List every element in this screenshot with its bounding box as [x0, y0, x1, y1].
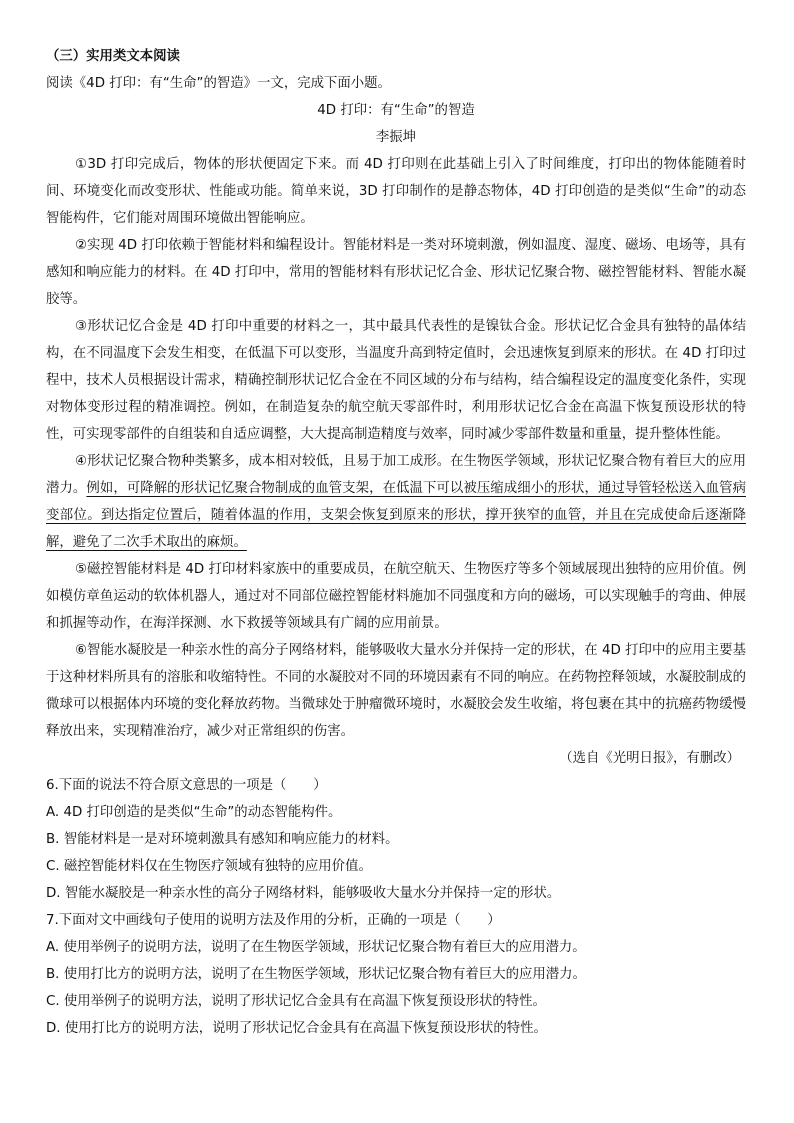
- paragraph-4: [46, 448, 746, 556]
- question-7-stem: 7.下面对文中画线句子使用的说明方法及作用的分析，正确的一项是（ ）: [46, 913, 501, 928]
- question-7-option-b: B. 使用打比方的说明方法，说明了在生物医学领域，形状记忆聚合物有着巨大的应用潜力。: [46, 967, 586, 982]
- section-title: （三）实用类文本阅读: [46, 49, 180, 64]
- reading-instruction: 阅读《4D 打印：有“生命”的智造》一文，完成下面小题。: [46, 76, 391, 91]
- paragraph-3: ③形状记忆合金是 4D 打印中重要的材料之一，其中最具代表性的是镍钛合金。形状记忆合金具有独特的晶体结构，在不同温度下会发生相变，在低温下可以变形，当温度升高到特定值时，会迅速恢复到原来的形状。在 4D 打印过程中，技术人员根据设计需求，精确控制形状记忆合金在不同区域的分布与结构，结合编程设定的温度变化条件，实现对物体变形过程的精准调控。例如，在制造复杂的航空航天零部件时，利用形状记忆合金在高温下恢复预设形状的特性，可实现零部件的自组装和自适应调整，大大提高制造精度与效率，同时减少零部件数量和重量，提升整体性能。: [46, 319, 746, 442]
- paragraph-5: ⑤磁控智能材料是 4D 打印材料家族中的重要成员，在航空航天、生物医疗等多个领域展现出独特的应用价值。例如模仿章鱼运动的软体机器人，通过对不同部位磁控智能材料施加不同强度和方向的磁场，可以实现触手的弯曲、伸展和抓握等动作，在海洋探测、水下救援等领域具有广阔的应用前景。: [46, 562, 746, 631]
- article-source: （选自《光明日报》，有删改）: [559, 751, 740, 766]
- question-6-option-c: C. 磁控智能材料仅在生物医疗领域有独特的应用价值。: [46, 859, 372, 874]
- question-6-option-d: D. 智能水凝胶是一种亲水性的高分子网络材料，能够吸收大量水分并保持一定的形状。: [46, 886, 561, 901]
- paragraph-2: ②实现 4D 打印依赖于智能材料和编程设计。智能材料是一类对环境刺激，例如温度、湿度、磁场、电场等，具有感知和响应能力的材料。在 4D 打印中，常用的智能材料有形状记忆合金、形状记忆聚合物、磁控智能材料、智能水凝胶等。: [46, 238, 746, 307]
- question-6-option-a: A. 4D 打印创造的是类似“生命”的动态智能构件。: [46, 805, 342, 820]
- question-6-option-b: B. 智能材料是一是对环境刺激具有感知和响应能力的材料。: [46, 832, 399, 847]
- article-author: 李振坤: [375, 130, 417, 145]
- article-title: 4D 打印：有“生命”的智造: [317, 103, 475, 118]
- underlined-sentence: 例如，可降解的形状记忆聚合物制成的血管支架，在低温下可以被压缩成细小的形状，通过导管轻松送入血管病变部位。到达指定位置后，随着体温的作用，支架会恢复到原来的形状，撑开狭窄的血管，并且在完成使命后逐渐降解，避免了二次手术取出的麻烦。: [46, 481, 746, 550]
- question-7-option-d: D. 使用打比方的说明方法，说明了形状记忆合金具有在高温下恢复预设形状的特性。: [46, 1021, 547, 1036]
- document-page: [46, 43, 746, 1042]
- question-7-option-a: A. 使用举例子的说明方法，说明了在生物医学领域，形状记忆聚合物有着巨大的应用潜力。: [46, 940, 586, 955]
- paragraph-4-lead: ④形状记忆聚合物种类繁多，成本相对较低，且易于加工成形。在生物医学领域，形状记忆聚合物有着巨大的应用潜力。: [46, 454, 746, 496]
- paragraph-1: ①3D 打印完成后，物体的形状便固定下来。而 4D 打印则在此基础上引入了时间维度，打印出的物体能随着时间、环境变化而改变形状、性能或功能。简单来说，3D 打印制作的是静态物体，4D 打印创造的是类似“生命”的动态智能构件，它们能对周围环境做出智能响应。: [46, 157, 746, 226]
- question-6-stem: 6.下面的说法不符合原文意思的一项是（ ）: [46, 778, 327, 793]
- paragraph-6: ⑥智能水凝胶是一种亲水性的高分子网络材料，能够吸收大量水分并保持一定的形状，在 4D 打印中的应用主要基于这种材料所具有的溶胀和收缩特性。不同的水凝胶对不同的环境因素有不同的响应。在药物控释领域，水凝胶制成的微球可以根据体内环境的变化释放药物。当微球处于肿瘤微环境时，水凝胶会发生收缩，将包裹在其中的抗癌药物缓慢释放出来，实现精准治疗，减少对正常组织的伤害。: [46, 643, 746, 739]
- question-7-option-c: C. 使用举例子的说明方法，说明了形状记忆合金具有在高温下恢复预设形状的特性。: [46, 994, 546, 1009]
